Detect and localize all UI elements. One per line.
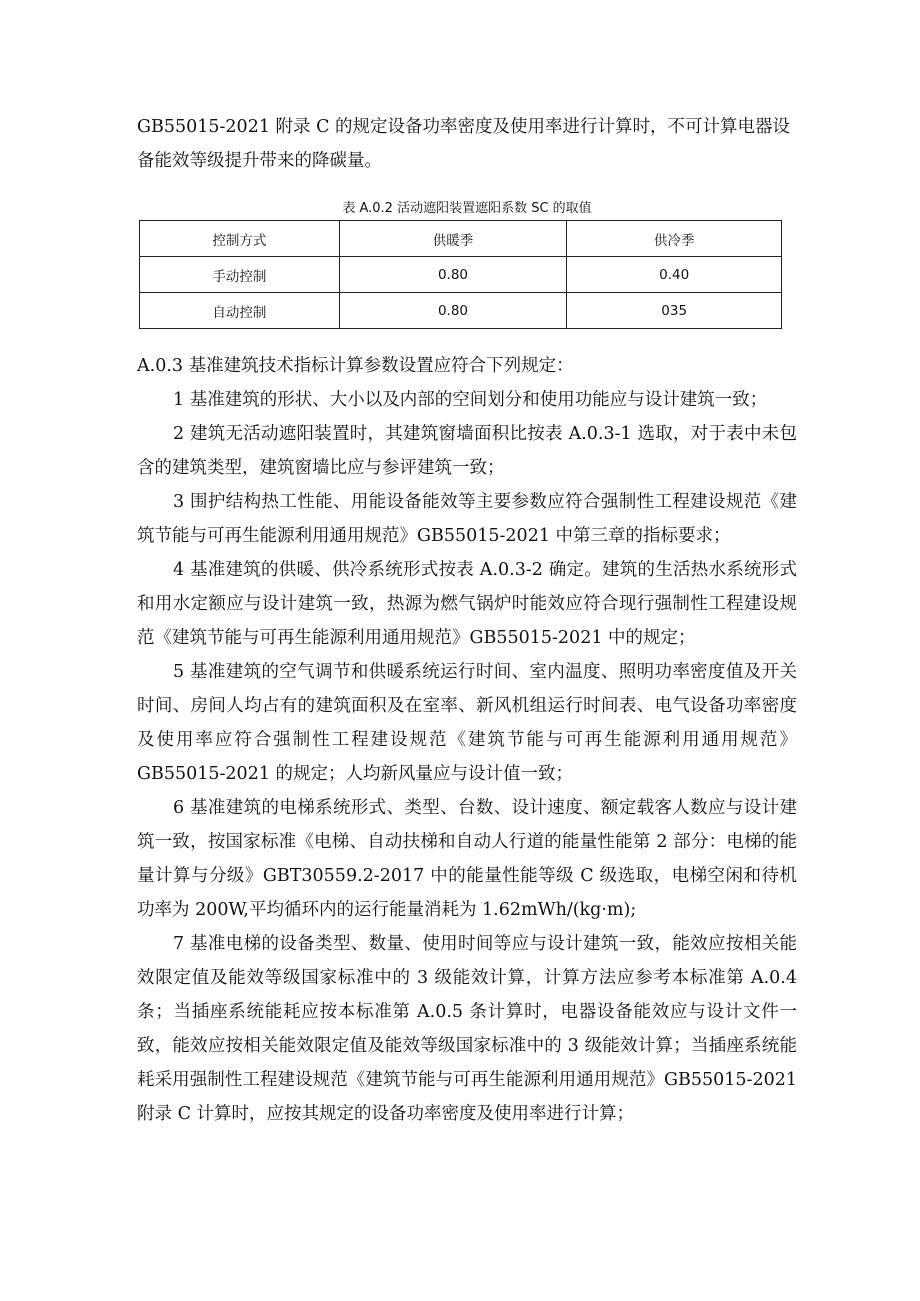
table-row — [140, 293, 782, 329]
table-header-row — [140, 221, 782, 257]
table-cell: 手动控制 — [140, 257, 340, 293]
list-item: 3 围护结构热工性能、用能设备能效等主要参数应符合强制性工程建设规范《建筑节能与可再生能源利用通用规范》GB55015-2021 中第三章的指标要求； — [137, 492, 797, 546]
section-heading: A.0.3 基准建筑技术指标计算参数设置应符合下列规定： — [137, 356, 574, 376]
list-item: 5 基准建筑的空气调节和供暖系统运行时间、室内温度、照明功率密度值及开关时间、房间人均占有的建筑面积及在室率、新风机组运行时间表、电气设备功率密度及使用率应符合强制性工程建设规范《建筑节能与可再生能源利用通用规范》GB55015-2021 的规定；人均新风量应与设计值一致； — [137, 662, 797, 784]
table-cell: 0.80 — [339, 293, 567, 329]
table-cell: 035 — [567, 293, 782, 329]
header-heating-season: 供暖季 — [339, 221, 567, 257]
list-item: 7 基准电梯的设备类型、数量、使用时间等应与设计建筑一致，能效应按相关能效限定值及能效等级国家标准中的 3 级能效计算，计算方法应参考本标准第 A.0.4 条；当插座系统能耗应按本标准第 A.0.5 条计算时，电器设备能效应与设计文件一致，能效应按相关能效限定值及能效等级国家标准中的 3 级能效计算；当插座系统能耗采用强制性工程建设规范《建筑节能与可再生能源利用通用规范》GB55015-2021 附录 C 计算时，应按其规定的设备功率密度及使用率进行计算； — [137, 934, 797, 1124]
header-cooling-season: 供冷季 — [567, 221, 782, 257]
intro-line-1: GB55015-2021 附录 C 的规定设备功率密度及使用率进行计算时，不可计算电器设 — [137, 117, 791, 137]
intro-line-2: 备能效等级提升带来的降碳量。 — [137, 151, 382, 171]
shading-coefficient-table — [139, 220, 782, 329]
table-cell: 自动控制 — [140, 293, 340, 329]
list-item: 2 建筑无活动遮阳装置时，其建筑窗墙面积比按表 A.0.3-1 选取，对于表中未包含的建筑类型，建筑窗墙比应与参评建筑一致； — [137, 424, 797, 478]
page-content — [137, 110, 797, 1131]
list-item: 4 基准建筑的供暖、供冷系统形式按表 A.0.3-2 确定。建筑的生活热水系统形式和用水定额应与设计建筑一致，热源为燃气锅炉时能效应符合现行强制性工程建设规范《建筑节能与可再生能源利用通用规范》GB55015-2021 中的规定； — [137, 560, 797, 648]
table-cell: 0.80 — [339, 257, 567, 293]
list-item: 1 基准建筑的形状、大小以及内部的空间划分和使用功能应与设计建筑一致； — [173, 390, 768, 410]
table-caption: 表 A.0.2 活动遮阳装置遮阳系数 SC 的取值 — [342, 201, 592, 216]
header-control-method: 控制方式 — [140, 221, 340, 257]
list-item: 6 基准建筑的电梯系统形式、类型、台数、设计速度、额定载客人数应与设计建筑一致，按国家标准《电梯、自动扶梯和自动人行道的能量性能第 2 部分：电梯的能量计算与分级》GBT30559.2-2017 中的能量性能等级 C 级选取，电梯空闲和待机功率为 200W,平均循环内的运行能量消耗为 1.62mWh/(kg·m); — [137, 798, 797, 920]
table-row — [140, 257, 782, 293]
table-cell: 0.40 — [567, 257, 782, 293]
